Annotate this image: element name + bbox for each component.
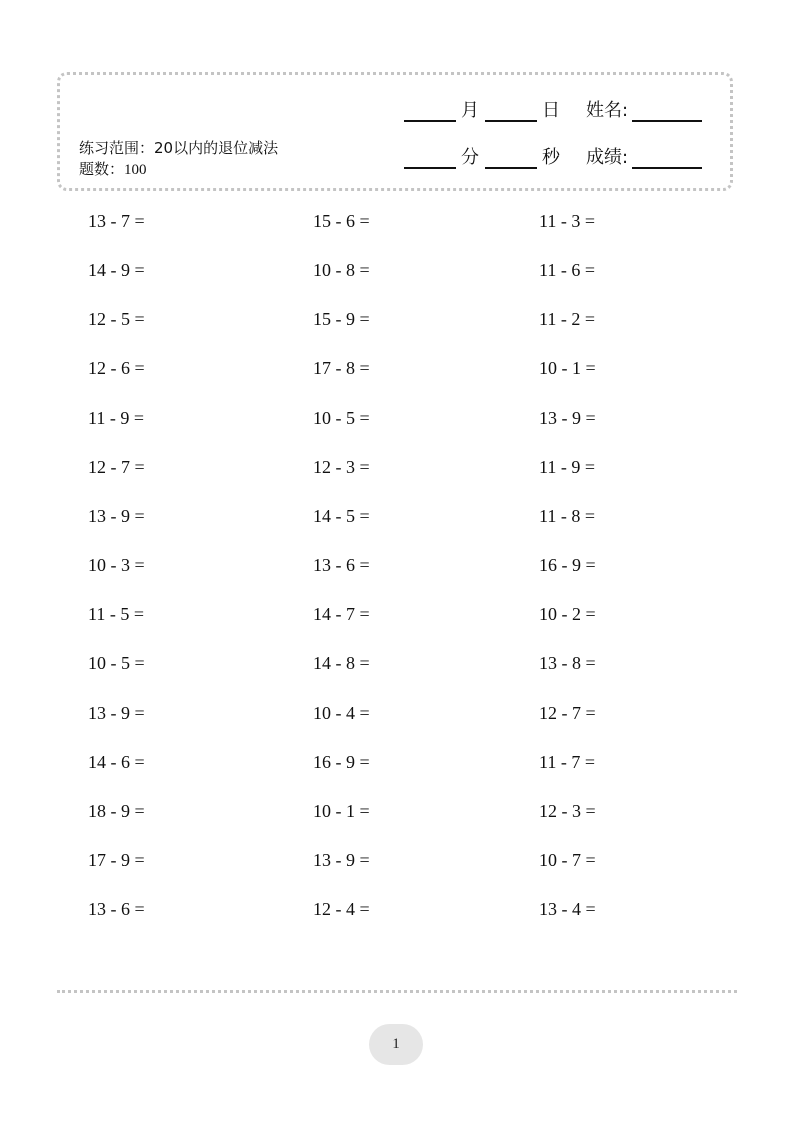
problem-item: 11 - 7 = <box>539 752 595 772</box>
problem-item: 17 - 9 = <box>88 850 145 870</box>
problem-item: 10 - 1 = <box>313 801 370 821</box>
problem-item: 13 - 8 = <box>539 653 596 673</box>
problem-item: 16 - 9 = <box>313 752 370 772</box>
second-label: 秒 <box>542 147 560 168</box>
score-blank[interactable] <box>632 145 702 169</box>
problem-item: 12 - 3 = <box>313 457 370 477</box>
problem-item: 11 - 6 = <box>539 260 595 280</box>
problem-item: 10 - 3 = <box>88 555 145 575</box>
name-label: 姓名: <box>586 100 629 121</box>
problem-item: 17 - 8 = <box>313 358 370 378</box>
problem-item: 12 - 5 = <box>88 309 145 329</box>
problem-item: 16 - 9 = <box>539 555 596 575</box>
problem-item: 14 - 7 = <box>313 604 370 624</box>
month-blank[interactable] <box>404 98 456 122</box>
problem-item: 11 - 2 = <box>539 309 595 329</box>
problem-item: 10 - 4 = <box>313 703 370 723</box>
page-number: 1 <box>369 1024 423 1065</box>
problem-item: 10 - 1 = <box>539 358 596 378</box>
problem-item: 13 - 9 = <box>88 506 145 526</box>
problem-item: 15 - 9 = <box>313 309 370 329</box>
second-blank[interactable] <box>485 145 537 169</box>
problem-item: 13 - 9 = <box>539 408 596 428</box>
problem-item: 15 - 6 = <box>313 211 370 231</box>
problem-item: 13 - 4 = <box>539 899 596 919</box>
problem-item: 11 - 3 = <box>539 211 595 231</box>
month-label: 月 <box>461 100 479 121</box>
problem-item: 10 - 8 = <box>313 260 370 280</box>
problem-item: 13 - 9 = <box>88 703 145 723</box>
problem-item: 13 - 6 = <box>313 555 370 575</box>
score-label: 成绩: <box>586 147 629 168</box>
problem-item: 12 - 7 = <box>88 457 145 477</box>
time-score-row <box>404 143 702 169</box>
problem-item: 10 - 5 = <box>313 408 370 428</box>
problem-item: 11 - 9 = <box>539 457 595 477</box>
problem-item: 14 - 8 = <box>313 653 370 673</box>
problem-item: 14 - 9 = <box>88 260 145 280</box>
problem-item: 14 - 5 = <box>313 506 370 526</box>
day-blank[interactable] <box>485 98 537 122</box>
problem-item: 12 - 6 = <box>88 358 145 378</box>
range-label: 练习范围： <box>79 139 155 157</box>
problem-item: 10 - 2 = <box>539 604 596 624</box>
day-label: 日 <box>542 100 560 121</box>
problem-item: 12 - 7 = <box>539 703 596 723</box>
count-value: 100 <box>124 162 147 178</box>
problem-item: 11 - 5 = <box>88 604 144 624</box>
footer-divider <box>57 990 737 993</box>
problem-item: 11 - 8 = <box>539 506 595 526</box>
date-name-row <box>404 96 702 122</box>
problem-item: 13 - 7 = <box>88 211 145 231</box>
problem-item: 12 - 3 = <box>539 801 596 821</box>
problem-count <box>79 159 289 181</box>
range-value: 20以内的退位减法 <box>154 139 279 157</box>
problem-item: 10 - 5 = <box>88 653 145 673</box>
problem-item: 14 - 6 = <box>88 752 145 772</box>
problem-item: 13 - 6 = <box>88 899 145 919</box>
practice-range <box>79 138 289 159</box>
problem-item: 12 - 4 = <box>313 899 370 919</box>
problem-item: 18 - 9 = <box>88 801 145 821</box>
problem-item: 13 - 9 = <box>313 850 370 870</box>
minute-label: 分 <box>461 147 479 168</box>
name-blank[interactable] <box>632 98 702 122</box>
problem-item: 11 - 9 = <box>88 408 144 428</box>
practice-info <box>79 138 289 181</box>
problem-item: 10 - 7 = <box>539 850 596 870</box>
minute-blank[interactable] <box>404 145 456 169</box>
count-label: 题数： <box>79 160 125 178</box>
